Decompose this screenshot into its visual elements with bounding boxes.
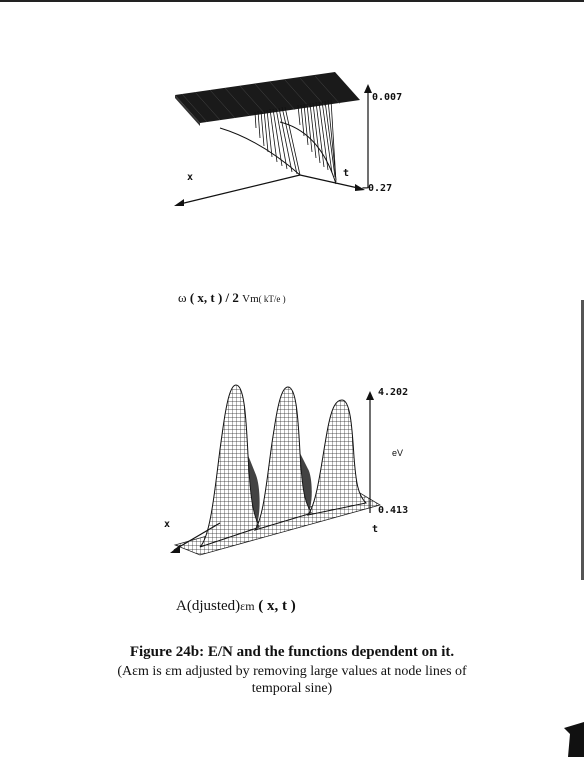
bottom-t-axis-letter: t <box>372 524 379 535</box>
figure-title: Figure 24b: E/N and the functions dependent on it. <box>129 644 455 660</box>
bottom-x-axis-letter: x <box>164 519 171 530</box>
page-top-border <box>0 0 584 2</box>
peak-3 <box>308 400 366 515</box>
t-axis-line <box>300 175 358 188</box>
peak-2 <box>255 387 312 530</box>
x-axis-line <box>180 175 300 204</box>
figure-note-line-1: (Aεm is εm adjusted by removing large values at node lines of <box>117 664 467 679</box>
epsilon-caption: A(djusted)εm ( x, t ) <box>176 598 296 614</box>
figure-note-line-2: temporal sine) <box>251 681 333 696</box>
dip-curtains <box>255 100 336 182</box>
omega-caption: ω ( x, t ) / 2 Vm( kT/e ) <box>178 290 286 305</box>
top-zmax-label: 0.007 <box>372 92 403 103</box>
page-corner-mark <box>560 722 584 757</box>
bottom-unit-label: eV <box>392 448 404 458</box>
top-zmin-label: −0.27 <box>362 183 393 194</box>
top-t-axis-letter: t <box>343 168 350 179</box>
bottom-zmin-label: 0.413 <box>378 505 409 516</box>
top-x-axis-letter: x <box>187 172 194 183</box>
bottom-zmax-label: 4.202 <box>378 387 409 398</box>
